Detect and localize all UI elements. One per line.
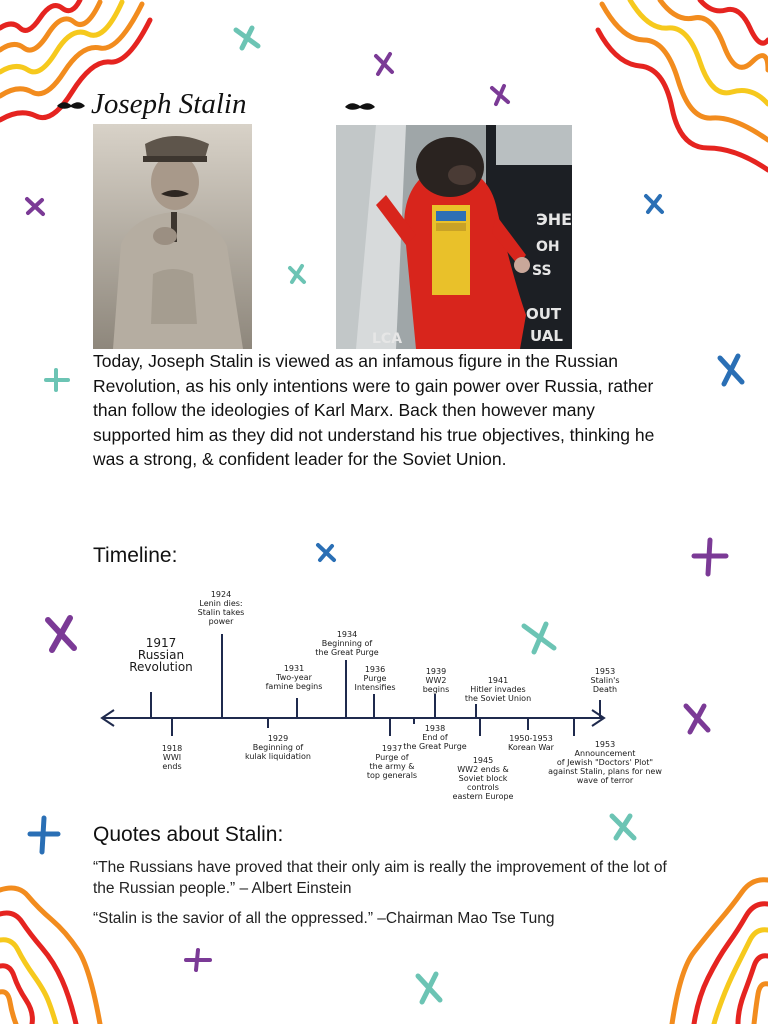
title-row: [55, 88, 246, 121]
quote-mao: “Stalin is the savior of all the oppressed.” –Chairman Mao Tse Tung: [93, 910, 555, 927]
timeline-event: 1917 Russian Revolution: [129, 636, 193, 674]
cross-icon: [46, 370, 68, 390]
timeline-event: 1950-1953 Korean War: [508, 734, 554, 752]
poster-text: OUT: [526, 305, 562, 323]
mustache-icon: [55, 97, 87, 113]
timeline-event: 1941 Hitler invades the Soviet Union: [464, 676, 532, 703]
cross-icon: [686, 706, 708, 732]
intro-paragraph: Today, Joseph Stalin is viewed as an infamous figure in the Russian Revolution, as his only intentions were to gain power over Russia, rather than follow the ideologies of Karl Marx. Back then however many supported him as they did not understand his true objectives, thinking he was a strong, & confident leader for the Soviet Union.: [93, 351, 655, 469]
cross-icon: [48, 618, 74, 650]
mustache-icon: [343, 98, 377, 114]
poster-text: SS: [532, 263, 552, 279]
timeline-event: 1934 Beginning of the Great Purge: [315, 630, 379, 657]
cross-icon: [30, 818, 58, 852]
timeline-event: 1953 Stalin's Death: [590, 667, 620, 694]
poster-text: ЭHE: [536, 210, 572, 229]
timeline-event: 1929 Beginning of kulak liquidation: [245, 734, 311, 761]
timeline-event: 1924 Lenin dies: Stalin takes power: [197, 590, 245, 626]
cross-icon: [236, 28, 258, 48]
napoleon-pig-image: [336, 125, 572, 349]
cross-icon: [186, 950, 210, 970]
stalin-portrait-image: [93, 124, 252, 349]
timeline-event: 1918 WWI ends: [161, 744, 183, 771]
timeline-heading: Timeline:: [93, 544, 178, 567]
timeline-event: 1945 WW2 ends & Soviet block controls eastern Europe: [452, 756, 514, 801]
cross-icon: [492, 86, 508, 104]
quote-einstein: “The Russians have proved that their only aim is really the improvement of the lot of the Russian people.” – Albert Einstein: [93, 859, 667, 897]
timeline-event: 1936 Purge Intensifies: [354, 665, 396, 692]
timeline-event: 1931 Two-year famine begins: [265, 664, 323, 691]
cross-icon: [612, 816, 634, 838]
timeline-event: 1938 End of the Great Purge: [403, 724, 467, 751]
napoleon-photo: [336, 125, 572, 349]
poster-text: UAL: [530, 327, 563, 345]
cross-icon: [720, 356, 742, 384]
quotes-heading: Quotes about Stalin:: [93, 823, 284, 846]
cross-icon: [318, 545, 334, 560]
poster-text: LCA: [372, 331, 403, 347]
cross-icon: [694, 540, 726, 574]
cross-icon: [376, 54, 392, 74]
cross-icon: [27, 199, 43, 214]
cross-icon: [290, 266, 304, 282]
timeline-event: 1939 WW2 begins: [422, 667, 450, 694]
cross-icon: [418, 974, 440, 1002]
stalin-photo: [93, 124, 252, 349]
poster-text: OH: [536, 239, 560, 255]
cross-icon: [646, 196, 662, 212]
timeline-event: 1953 Announcement of Jewish "Doctors' Plot" against Stalin, plans for new wave of terror: [548, 740, 662, 785]
timeline-event: 1937 Purge of the army & top generals: [366, 744, 418, 780]
page-title: Joseph Stalin: [91, 88, 247, 120]
